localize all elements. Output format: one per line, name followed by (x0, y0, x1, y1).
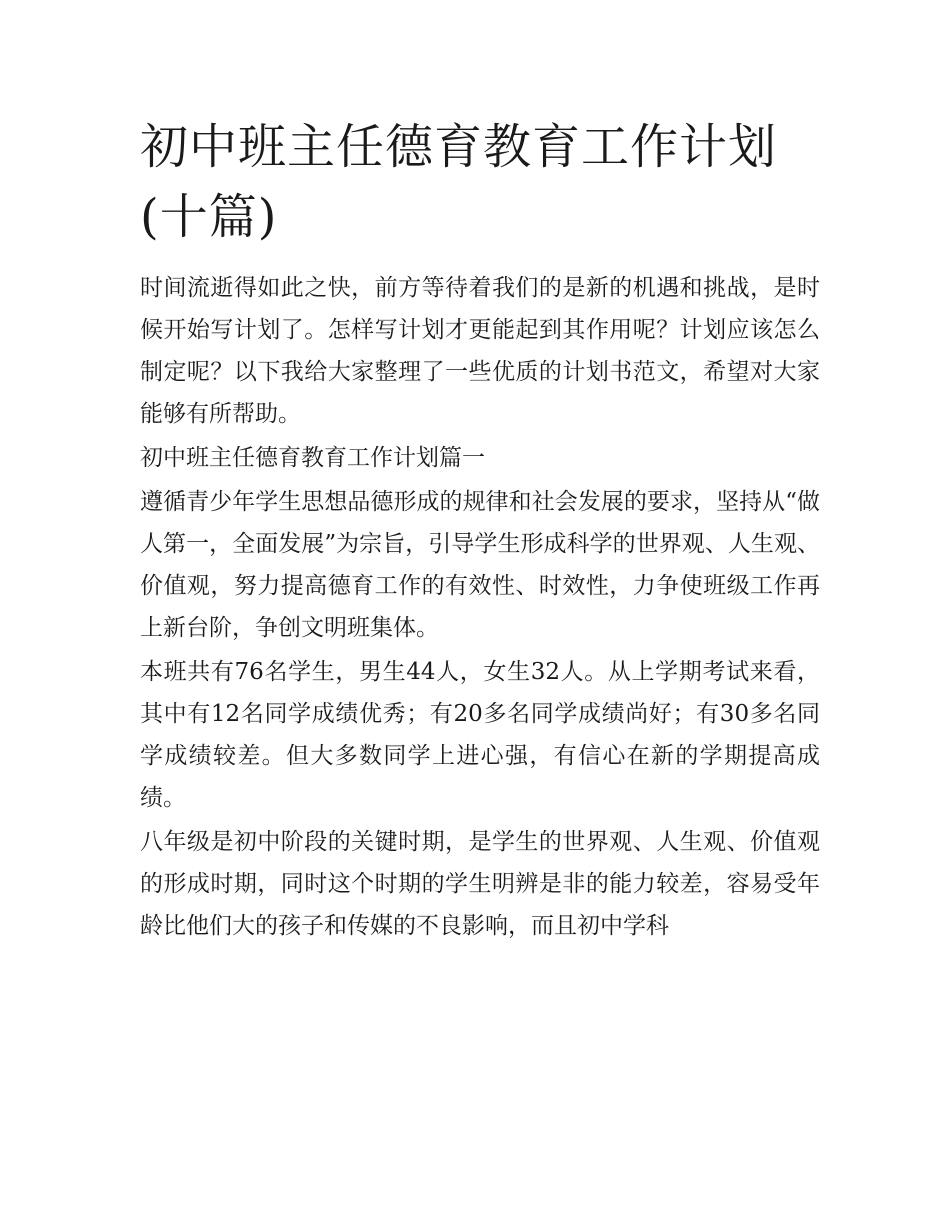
body-paragraph: 遵循青少年学生思想品德形成的规律和社会发展的要求，坚持从“做人第一，全面发展”为宗旨，引导学生形成科学的世界观、人生观、价值观，努力提高德育工作的有效性、时效性，力争使班级工作再上新台阶，争创文明班集体。 (140, 489, 820, 641)
section-heading: 初中班主任德育教育工作计划篇一 (140, 445, 485, 471)
document-page (140, 112, 820, 947)
document-title: 初中班主任德育教育工作计划(十篇) (140, 119, 778, 245)
body-paragraph: 本班共有76名学生，男生44人，女生32人。从上学期考试来看，其中有12名同学成绩优秀；有20多名同学成绩尚好；有30多名同学成绩较差。但大多数同学上进心强，有信心在新的学期提高成绩。 (140, 659, 820, 811)
intro-paragraph: 时间流逝得如此之快，前方等待着我们的是新的机遇和挑战，是时候开始写计划了。怎样写计划才更能起到其作用呢？计划应该怎么制定呢？以下我给大家整理了一些优质的计划书范文，希望对大家能够有所帮助。 (140, 275, 820, 427)
body-paragraph: 八年级是初中阶段的关键时期，是学生的世界观、人生观、价值观的形成时期，同时这个时期的学生明辨是非的能力较差，容易受年龄比他们大的孩子和传媒的不良影响，而且初中学科 (140, 829, 820, 939)
